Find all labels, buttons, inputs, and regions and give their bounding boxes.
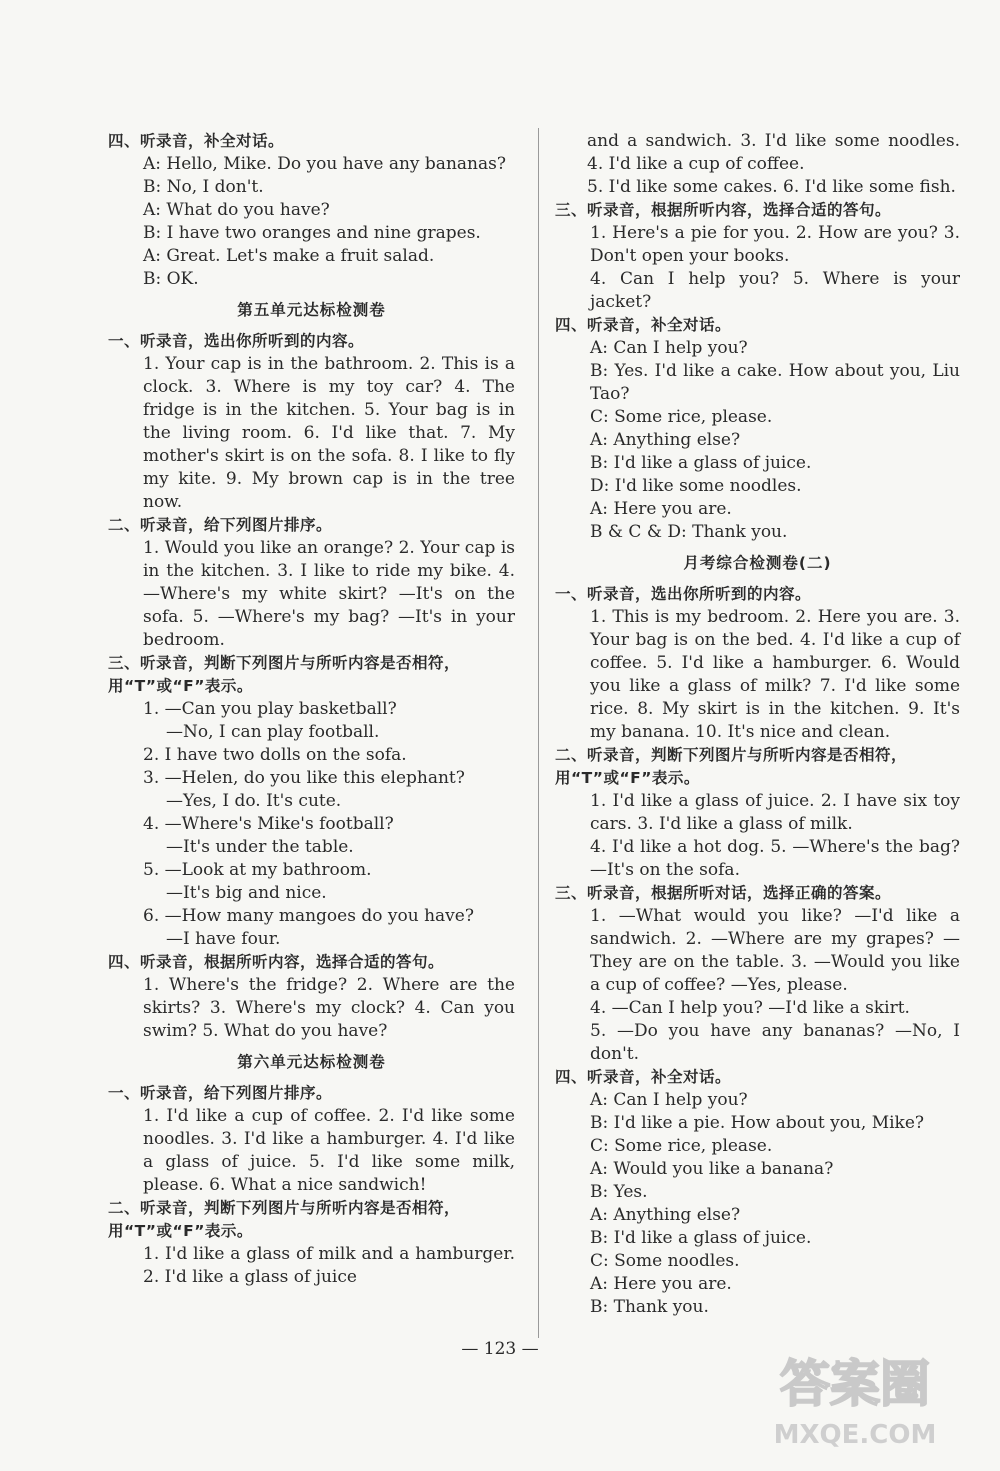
transcript-paragraph: 4. I'd like a hot dog. 5. —Where's the bag? —It's on the sofa. [590,837,960,880]
dialogue-line: B: I have two oranges and nine grapes. [143,223,481,243]
transcript-line: 1. —Can you play basketball? [143,699,397,719]
transcript-paragraph: 1. I'd like a cup of coffee. 2. I'd like some noodles. 3. I'd like a hamburger. 4. I'd like a glass of juice. 5. I'd like some milk, please. 6. What a nice sandwich! [143,1106,515,1195]
monthly-test-title: 月考综合检测卷(二) [683,554,832,572]
left-column [108,130,515,1289]
dialogue-line: A: What do you have? [143,200,330,220]
dialogue-line: B: Yes. [590,1182,648,1202]
transcript-paragraph: 1. Your cap is in the bathroom. 2. This is a clock. 3. Where is my toy car? 4. The fridge is in the kitchen. 5. Your bag is in the living room. 6. I'd like that. 7. My mother's skirt is on the sofa. 8. I like to fly my kite. 9. My brown cap is in the tree now. [143,354,515,512]
section-heading: 三、听录音，根据所听对话，选择正确的答案。 [555,884,892,902]
transcript-paragraph: 1. Would you like an orange? 2. Your cap is in the kitchen. 3. I like to ride my bike. 4. —Where's my white skirt? —It's on the sofa. 5. —Where's my bag? —It's in your bedroom. [143,538,515,650]
transcript-line: —Yes, I do. It's cute. [166,791,342,811]
transcript-line: 6. —How many mangoes do you have? [143,906,474,926]
dialogue-line: B: I'd like a pie. How about you, Mike? [590,1113,925,1133]
section-heading: 二、听录音，判断下列图片与所听内容是否相符，用“T”或“F”表示。 [108,1199,461,1240]
transcript-line: —It's under the table. [166,837,354,857]
section-heading: 二、听录音，给下列图片排序。 [108,516,333,534]
dialogue-line: A: Would you like a banana? [590,1159,834,1179]
dialogue-line: B: Yes. I'd like a cake. How about you, Liu Tao? [590,361,960,404]
transcript-paragraph: 1. I'd like a glass of milk and a hamburger. 2. I'd like a glass of juice [143,1244,515,1287]
transcript-line: 3. —Helen, do you like this elephant? [143,768,465,788]
transcript-paragraph: 1. —What would you like? —I'd like a sandwich. 2. —Where are my grapes? —They are on the table. 3. —Would you like a cup of coffee? —Yes, please. [590,906,960,995]
transcript-line: 5. —Do you have any bananas? —No, I don't. [590,1021,960,1064]
section-heading: 三、听录音，判断下列图片与所听内容是否相符，用“T”或“F”表示。 [108,654,461,695]
column-divider [538,128,539,1338]
transcript-line: —It's big and nice. [166,883,327,903]
dialogue-line: B: I'd like a glass of juice. [590,1228,812,1248]
transcript-paragraph: 1. I'd like a glass of juice. 2. I have six toy cars. 3. I'd like a glass of milk. [590,791,960,834]
watermark-text: 答案圈 [780,1355,930,1413]
section-heading: 四、听录音，根据所听内容，选择合适的答句。 [108,953,445,971]
section-heading: 四、听录音，补全对话。 [555,316,732,334]
section-heading: 四、听录音，补全对话。 [108,132,285,150]
dialogue-line: A: Can I help you? [590,338,748,358]
dialogue-line: A: Here you are. [590,499,732,519]
transcript-paragraph: 1. Here's a pie for you. 2. How are you? 3. Don't open your books. [590,223,960,266]
section-heading: 四、听录音，补全对话。 [555,1068,732,1086]
transcript-paragraph: 4. Can I help you? 5. Where is your jacket? [590,269,960,312]
dialogue-line: C: Some noodles. [590,1251,740,1271]
dialogue-line: A: Great. Let's make a fruit salad. [143,246,435,266]
page-number: — 123 — [461,1339,539,1359]
transcript-line: 2. I have two dolls on the sofa. [143,745,407,765]
transcript-line: —No, I can play football. [166,722,380,742]
dialogue-line: A: Can I help you? [590,1090,748,1110]
section-heading: 一、听录音，给下列图片排序。 [108,1084,333,1102]
dialogue-line: A: Anything else? [590,430,741,450]
dialogue-line: A: Here you are. [590,1274,732,1294]
dialogue-line: B: No, I don't. [143,177,264,197]
dialogue-line: A: Anything else? [590,1205,741,1225]
unit-five-title: 第五单元达标检测卷 [237,301,386,319]
dialogue-line: B: OK. [143,269,199,289]
transcript-paragraph: 1. This is my bedroom. 2. Here you are. 3. Your bag is on the bed. 4. I'd like a cup of coffee. 5. I'd like a hamburger. 6. Would you like a glass of milk? 7. I'd like some rice. 8. My skirt is in the kitchen. 9. It's my banana. 10. It's nice and clean. [590,607,960,742]
dialogue-line: A: Hello, Mike. Do you have any bananas? [143,154,506,174]
section-heading: 一、听录音，选出你所听到的内容。 [108,332,365,350]
section-heading: 一、听录音，选出你所听到的内容。 [555,585,812,603]
right-column [555,130,960,1319]
transcript-line: —I have four. [166,929,281,949]
transcript-line: 5. I'd like some cakes. 6. I'd like some fish. [587,177,956,197]
dialogue-line: D: I'd like some noodles. [590,476,802,496]
transcript-line: 4. —Where's Mike's football? [143,814,394,834]
section-heading: 二、听录音，判断下列图片与所听内容是否相符，用“T”或“F”表示。 [555,746,908,787]
dialogue-line: B: Thank you. [590,1297,709,1317]
transcript-paragraph: 1. Where's the fridge? 2. Where are the skirts? 3. Where's my clock? 4. Can you swim? 5. What do you have? [143,975,515,1041]
dialogue-line: B & C & D: Thank you. [590,522,788,542]
unit-six-title: 第六单元达标检测卷 [237,1053,386,1071]
transcript-paragraph: and a sandwich. 3. I'd like some noodles. 4. I'd like a cup of coffee. [587,131,960,174]
transcript-line: 4. —Can I help you? —I'd like a skirt. [590,998,910,1018]
section-heading: 三、听录音，根据所听内容，选择合适的答句。 [555,201,892,219]
watermark-url: MXQE.COM [773,1420,937,1450]
watermark-logo [740,1343,970,1453]
transcript-line: 5. —Look at my bathroom. [143,860,372,880]
dialogue-line: C: Some rice, please. [590,1136,773,1156]
dialogue-line: C: Some rice, please. [590,407,773,427]
dialogue-line: B: I'd like a glass of juice. [590,453,812,473]
